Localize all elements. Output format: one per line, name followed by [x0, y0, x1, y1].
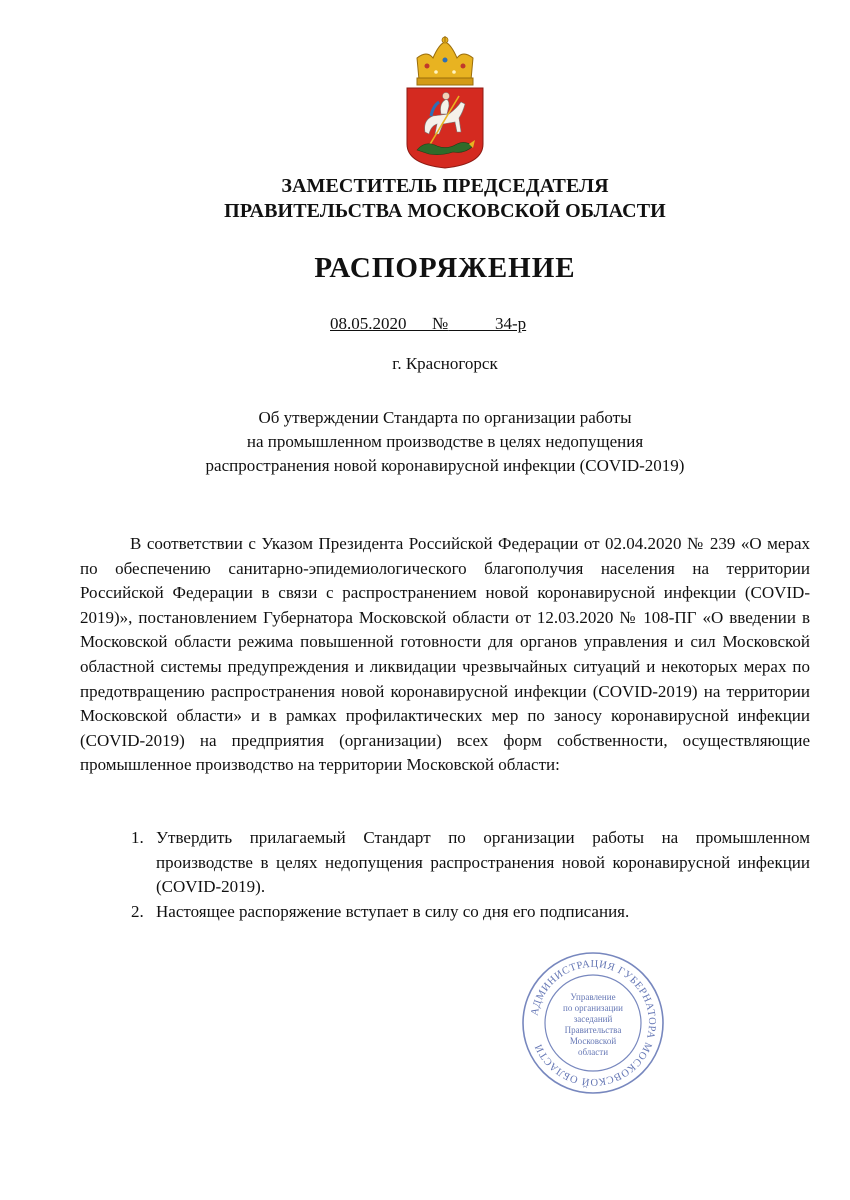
item-text: Настоящее распоряжение вступает в силу со дня его подписания. — [156, 901, 630, 921]
item-text: Утвердить прилагаемый Стандарт по организации работы на промышленном производстве в целях недопущения распространения новой коронавирусной инфекции (COVID-2019). — [156, 828, 810, 897]
crown-icon — [417, 36, 473, 85]
shield-icon — [407, 88, 483, 168]
item-number: 1. — [131, 828, 144, 847]
seal-line: области — [577, 1047, 609, 1057]
resolution-items — [80, 826, 810, 924]
subject-line-1: Об утверждении Стандарта по организации работы — [258, 408, 632, 427]
document-number: 34-р — [494, 314, 527, 333]
seal-ring-text: АДМИНИСТРАЦИЯ ГУБЕРНАТОРА МОСКОВСКОЙ ОБЛАСТИ — [529, 958, 658, 1088]
document-date: 08.05.2020 — [330, 314, 407, 333]
preamble-paragraph: В соответствии с Указом Президента Российской Федерации от 02.04.2020 № 239 «О мерах по обеспечению санитарно-эпидемиологического благополучия населения на территории Российской Федерации в связи с распространением новой коронавирусной инфекции (COVID-2019)», постановлением Губернатора Московской области от 12.03.2020 № 108-ПГ «О введении в Московской области режима повышенной готовности для органов управления и сил Московской областной системы предупреждения и ликвидации чрезвычайных ситуаций и некоторых мерах по предотвращению распространения новой коронавирусной инфекции (COVID-2019) на территории Московской области» и в рамках профилактических мер по заносу коронавирусной инфекции (COVID-2019) на предприятия (организации) всех форм собственности, осуществляющие промышленное производство на территории Московской области: — [80, 534, 810, 775]
number-sign: № — [432, 314, 449, 333]
authority-line-1: ЗАМЕСТИТЕЛЬ ПРЕДСЕДАТЕЛЯ — [281, 175, 609, 197]
subject-line-2: на промышленном производстве в целях недопущения — [246, 432, 644, 451]
list-item — [80, 826, 810, 900]
list-item — [80, 900, 810, 925]
city: г. Красногорск — [392, 354, 498, 373]
moscow-oblast-coat-of-arms-icon — [403, 36, 487, 170]
document-type: РАСПОРЯЖЕНИЕ — [314, 252, 576, 284]
seal-line: Управление — [570, 992, 616, 1002]
authority-line-2: ПРАВИТЕЛЬСТВА МОСКОВСКОЙ ОБЛАСТИ — [224, 200, 666, 222]
subject-line-3: распространения новой коронавирусной инфекции (COVID-2019) — [205, 456, 685, 475]
official-seal-icon — [520, 950, 666, 1096]
seal-line: Московской — [569, 1036, 617, 1046]
document-subject — [170, 406, 720, 478]
item-number: 2. — [131, 901, 144, 921]
date-number-line — [330, 314, 526, 334]
issuing-authority — [0, 174, 850, 224]
seal-line: заседаний — [573, 1014, 613, 1024]
seal-line: по организации — [563, 1003, 623, 1013]
seal-line: Правительства — [564, 1025, 622, 1035]
